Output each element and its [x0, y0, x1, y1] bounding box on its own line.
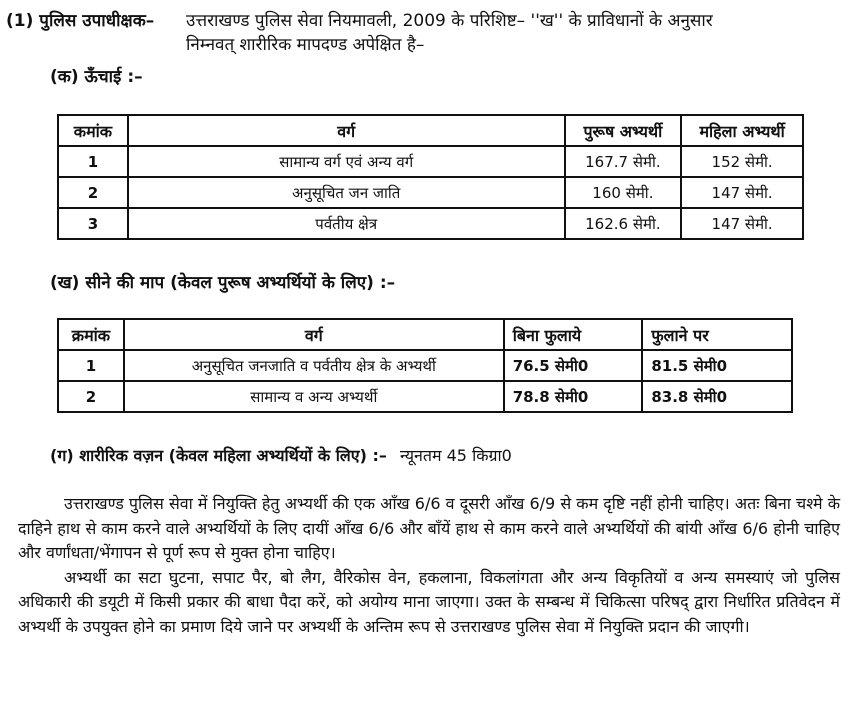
- cell-without-expansion: 78.8 सेमी0: [504, 381, 643, 412]
- header-category: वर्ग: [128, 115, 565, 146]
- cell-with-expansion: 83.8 सेमी0: [642, 381, 792, 412]
- table-row: [58, 177, 803, 208]
- cell-with-expansion: 81.5 सेमी0: [642, 350, 792, 381]
- section-heading-number: (1) पुलिस उपाधीक्षक–: [6, 11, 155, 31]
- cell-category: अनुसूचित जनजाति व पर्वतीय क्षेत्र के अभ्यर्थी: [124, 350, 504, 381]
- cell-serial: 1: [58, 350, 124, 381]
- cell-male: 162.6 सेमी.: [565, 208, 682, 239]
- table-header-row: [58, 319, 792, 350]
- section-heading-line1: उत्तराखण्ड पुलिस सेवा नियमावली, 2009 के परिशिष्ट– ''ख'' के प्राविधानों के अनुसार: [186, 11, 713, 31]
- paragraph-fitness: अभ्यर्थी का सटा घुटना, सपाट पैर, बो लैग, वैरिकोस वेन, हकलाना, विकलांगता और अन्य विकृतियों व अन्य समस्याएं जो पुलिस अधिकारी की डयूटी में किसी प्रकार की बाधा पैदा करें, को अयोग्य माना जाएगा। उक्त के सम्बन्ध में चिकित्सा परिषद् द्वारा निर्धारित प्रतिवेदन में अभ्यर्थी के उपयुक्त होने का प्रमाण दिये जाने पर अभ्यर्थी के अन्तिम रूप से उत्तराखण्ड पुलिस सेवा में नियुक्ति प्रदान की जाएगी।: [18, 567, 840, 636]
- body-text: [18, 492, 840, 639]
- cell-category: पर्वतीय क्षेत्र: [128, 208, 565, 239]
- header-male: पुरूष अभ्यर्थी: [565, 115, 682, 146]
- cell-female: 147 सेमी.: [681, 177, 803, 208]
- table-row: [58, 381, 792, 412]
- cell-female: 147 सेमी.: [681, 208, 803, 239]
- cell-category: सामान्य व अन्य अभ्यर्थी: [124, 381, 504, 412]
- cell-male: 160 सेमी.: [565, 177, 682, 208]
- section-heading-line2: निम्नवत् शारीरिक मापदण्ड अपेक्षित है–: [186, 35, 425, 55]
- chest-section-title: (ख) सीने की माप (केवल पुरूष अभ्यर्थियों के लिए) :–: [50, 273, 396, 293]
- weight-section-title: (ग) शारीरिक वज़न (केवल महिला अभ्यर्थियों के लिए) :–: [50, 446, 387, 465]
- cell-serial: 3: [58, 208, 128, 239]
- height-table: [57, 114, 804, 240]
- weight-section: [50, 444, 512, 466]
- table-row: [58, 208, 803, 239]
- table-row: [58, 146, 803, 177]
- header-with-expansion: फुलाने पर: [642, 319, 792, 350]
- chest-table: [57, 318, 793, 413]
- weight-section-value: न्यूनतम 45 किग्रा0: [399, 446, 512, 465]
- header-serial: कमांक: [58, 115, 128, 146]
- cell-serial: 2: [58, 177, 128, 208]
- cell-serial: 2: [58, 381, 124, 412]
- header-female: महिला अभ्यर्थी: [681, 115, 803, 146]
- cell-category: अनुसूचित जन जाति: [128, 177, 565, 208]
- header-without-expansion: बिना फुलाये: [504, 319, 643, 350]
- cell-category: सामान्य वर्ग एवं अन्य वर्ग: [128, 146, 565, 177]
- table-header-row: [58, 115, 803, 146]
- cell-serial: 1: [58, 146, 128, 177]
- header-category: वर्ग: [124, 319, 504, 350]
- header-serial: क्रमांक: [58, 319, 124, 350]
- table-row: [58, 350, 792, 381]
- cell-male: 167.7 सेमी.: [565, 146, 682, 177]
- cell-female: 152 सेमी.: [681, 146, 803, 177]
- height-section-title: (क) ऊँचाई :–: [50, 67, 143, 87]
- cell-without-expansion: 76.5 सेमी0: [504, 350, 643, 381]
- paragraph-eyesight: उत्तराखण्ड पुलिस सेवा में नियुक्ति हेतु अभ्यर्थी की एक आँख 6/6 व दूसरी आँख 6/9 से कम दृष्टि नहीं होनी चाहिए। अतः बिना चश्मे के दाहिने हाथ से काम करने वाले अभ्यर्थियों के लिए दायीं आँख 6/6 और बाँयें हाथ से काम करने वाले अभ्यर्थियों की बांयी आँख 6/6 होनी चाहिए और वर्णांधता/भेंगापन से पूर्ण रूप से मुक्त होना चाहिए।: [18, 494, 840, 562]
